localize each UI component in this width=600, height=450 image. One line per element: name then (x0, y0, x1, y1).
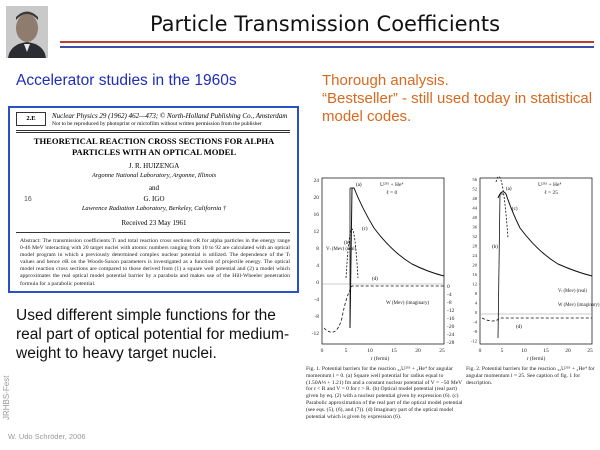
slide-title: Particle Transmission Coefficients (149, 12, 501, 36)
vertical-label (2, 372, 12, 420)
left-y-tick: 4 (316, 263, 319, 269)
right-x-tick: 25 (587, 348, 593, 354)
left-right-tick: -28 (447, 340, 455, 346)
left-body-text: Used different simple functions for the real part of optical potential for medium-weight to heavy target nuclei. (16, 307, 290, 362)
left-imag-label: W (Mev) (imaginary) (386, 301, 430, 306)
left-y-tick: 0 (316, 280, 319, 286)
footer-credit: W. Udo Schröder, 2006 (8, 432, 86, 441)
left-real-label: Vₗ (Mev) (real) (326, 247, 357, 252)
left-right-tick: 0 (447, 284, 450, 290)
right-y-tick: 16 (472, 272, 477, 277)
right-y-tick: -4 (473, 319, 477, 325)
left-right-tick: -8 (447, 300, 452, 306)
left-plot-frame (322, 178, 444, 344)
paper-journal: Nuclear Physics 29 (1962) 462—473; © North-Holland Publishing Co., Amsterdam (52, 112, 288, 120)
right-curve-b (498, 192, 592, 276)
page-number: 16 (24, 196, 32, 203)
right-note: Thorough analysis. “Bestseller” - still used today in statistical model codes. (322, 72, 593, 125)
right-y-tick: 4 (474, 300, 477, 306)
paper-notice: Not to be reproduced by photoprint or microfilm without written permission from the publisher (52, 121, 262, 127)
left-x-tick: 5 (344, 348, 348, 354)
right-plot-frame (480, 178, 592, 344)
right-legend-2: ℓ = 25 (544, 190, 558, 196)
figure-caption-left: Fig. 1. Potential barriers for the reaction ₃₂U²³⁵ + ₂He⁴ for angular momentum l = 0. (a) Square well potential for radius equal to (1.50A⅓ + 1.21) fm and a constant nuclear potential of V = −50 MeV for r < R and V = 0 for r > R. (b) Optical model potential (real part) given by eq. (2) with a nuclear potential given by expression (6). (c) Parabolic approximation of the real part of the optical model potential (see eqs. (5), (6), and (7)). (d) Imaginary part of the optical model potential which is given by expression (6). (306, 366, 463, 420)
right-y-tick: 52 (472, 186, 477, 192)
left-curve-d (324, 286, 444, 332)
right-y-tick: 24 (472, 253, 477, 258)
title-rule-blue (60, 46, 594, 48)
left-y-tick: -12 (311, 331, 319, 337)
right-x-tick: 20 (565, 348, 571, 354)
right-y-tick: 12 (472, 281, 477, 287)
left-x-tick: 20 (415, 348, 421, 354)
right-y-tick: 0 (474, 310, 477, 315)
left-y-tick: 12 (313, 229, 319, 235)
left-right-tick: -4 (447, 292, 452, 298)
left-plot-x-ticks (321, 348, 445, 354)
right-y-tick: 40 (472, 215, 477, 220)
right-plot-y-ticks (471, 177, 478, 344)
paper-code: 2.E (16, 112, 46, 126)
right-imag-label: W (Mev) (imaginary) (558, 303, 600, 308)
left-right-tick: -20 (447, 324, 455, 330)
right-y-tick: -12 (470, 338, 477, 344)
paper-header (16, 112, 290, 130)
left-plot (312, 178, 455, 362)
left-x-tick: 25 (439, 348, 445, 354)
right-plot (471, 176, 600, 362)
right-curve-c (496, 176, 508, 238)
paper-rule-top (16, 130, 290, 131)
left-curve-label-c: (c) (362, 227, 368, 232)
right-real-label: Vₗ (Mev) (real) (558, 289, 588, 294)
paper-and: and (148, 184, 160, 192)
left-right-tick: -16 (447, 316, 455, 322)
right-curve-a (498, 194, 504, 338)
paper-rule-mid (16, 232, 290, 233)
left-x-tick: 15 (391, 348, 397, 354)
left-curve-label-a: (a) (356, 183, 362, 188)
paper-affiliation-2: Lawrence Radiation Laboratory, Berkeley, California † (81, 205, 227, 212)
right-y-tick: -8 (473, 329, 477, 334)
left-y-tick: -8 (314, 314, 319, 320)
right-y-tick: 20 (472, 262, 477, 268)
right-x-tick: 15 (543, 348, 549, 354)
left-y-tick: -4 (314, 297, 319, 303)
title-rule-red (60, 41, 594, 43)
potential-figures (302, 168, 600, 420)
left-y-tick: 24 (313, 178, 319, 184)
vertical-label-text: JRHBS-Fest (2, 375, 11, 420)
right-curve-label-a: (a) (506, 187, 512, 192)
author-photo (6, 6, 48, 58)
right-y-tick: 56 (472, 177, 477, 182)
right-y-tick: 28 (472, 243, 477, 249)
paper-title: THEORETICAL REACTION CROSS SECTIONS FOR ALPHA PARTICLES WITH AN OPTICAL MODEL (33, 136, 275, 157)
left-legend-2: ℓ = 0 (386, 190, 398, 196)
left-y-tick: 16 (313, 212, 319, 218)
left-x-tick: 10 (367, 348, 373, 354)
left-curve-c (346, 229, 358, 278)
right-x-label: r (fermi) (526, 356, 546, 362)
right-plot-x-ticks (479, 348, 593, 354)
right-x-tick: 5 (500, 348, 504, 354)
left-plot-y-ticks (312, 178, 320, 337)
right-y-tick: 32 (472, 234, 477, 239)
left-x-label: r (fermi) (370, 356, 390, 362)
figure-caption-right: Fig. 2. Potential barriers for the reaction ₃₂U²³⁵ + ₂He⁴ for angular momentum l = 25. See caption of fig. 1 for description. (466, 366, 595, 386)
left-right-tick: -24 (447, 332, 455, 338)
left-legend-1: U²³⁵ + He⁴ (380, 182, 404, 188)
right-curve-label-c: (c) (512, 207, 518, 212)
paper-rule-top-2 (16, 132, 290, 133)
left-right-tick: -12 (447, 308, 455, 314)
paper-author-1: J. R. HUIZENGA (128, 162, 180, 170)
paper-excerpt (8, 106, 299, 293)
right-y-tick: 44 (472, 205, 477, 211)
left-curve-b (350, 188, 444, 328)
left-y-tick: 8 (316, 246, 319, 252)
left-heading: Accelerator studies in the 1960s (16, 72, 237, 89)
paper-author-2: G. IGO (143, 195, 165, 203)
right-curve-label-d: (d) (516, 325, 522, 330)
left-x-tick: 0 (320, 348, 324, 354)
right-x-tick: 10 (521, 348, 527, 354)
left-plot-right-ticks (447, 284, 455, 346)
right-y-tick: 36 (472, 224, 477, 230)
right-y-tick: 8 (474, 291, 477, 296)
paper-received: Received 23 May 1961 (121, 219, 187, 227)
right-curve-label-b: (b) (492, 245, 498, 250)
left-curve-label-d: (d) (372, 277, 378, 282)
right-y-tick: 48 (472, 196, 477, 201)
left-y-tick: 20 (313, 195, 319, 201)
right-legend-1: U²³⁵ + He⁴ (538, 182, 562, 188)
left-curve-label-b: (b) (344, 241, 350, 246)
paper-abstract: Abstract: The transmission coefficients Tₗ and total reaction cross sections σR for alpha particles in the energy range 0-46 MeV interacting with 20 target nuclei with atomic numbers ranging from 10 to 92 are calculated with an optical model program in which a previously determined complex nuclear potential is utilized. The dependence of the Tₗ values and hence σR on the Woods-Saxon parameters is investigated as a function of projectile energy. The optical model reaction cross sections are compared to those derived from (1) a square well potential and (2) a model which approximates the real optical model potential barrier by a parabola and makes use of the Hill-Wheeler penetration formula for a parabolic potential. (20, 238, 290, 287)
paper-affiliation-1: Argonne National Laboratory, Argonne, Illinois (91, 172, 217, 179)
right-x-tick: 0 (478, 348, 482, 354)
